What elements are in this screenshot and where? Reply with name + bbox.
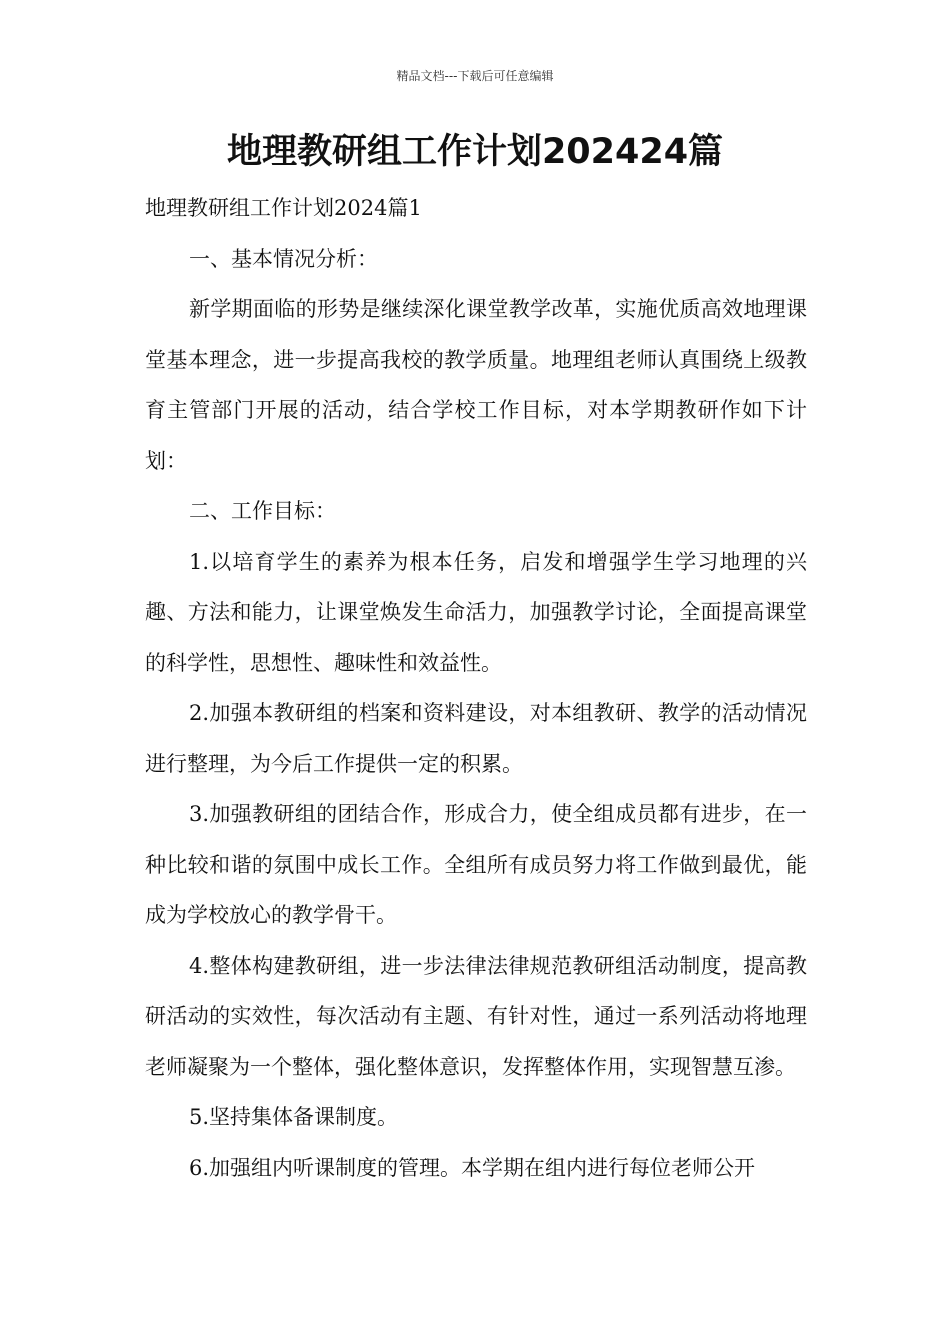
goal-item-6: 6.加强组内听课制度的管理。本学期在组内进行每位老师公开: [189, 1155, 756, 1180]
section-heading-goals: 二、工作目标：: [189, 499, 336, 523]
header-note: 精品文档---下载后可任意编辑: [396, 69, 554, 83]
goal-item-4: 4.整体构建教研组，进一步法律法律规范教研组活动制度，提高教研活动的实效性，每次活动有主题、有针对性，通过一系列活动将地理老师凝聚为一个整体，强化整体意识，发挥整体作用，实现智慧互渗。: [145, 953, 807, 1079]
goal-item-3: 3.加强教研组的团结合作，形成合力，使全组成员都有进步，在一种比较和谐的氛围中成长工作。全组所有成员努力将工作做到最优，能成为学校放心的教学骨干。: [145, 802, 807, 927]
goal-item-1: 1.以培育学生的素养为根本任务，启发和增强学生学习地理的兴趣、方法和能力，让课堂焕发生命活力，加强教学讨论，全面提高课堂的科学性，思想性、趣味性和效益性。: [145, 549, 807, 675]
document-body: [145, 183, 807, 1193]
goal-item-2: 2.加强本教研组的档案和资料建设，对本组教研、教学的活动情况进行整理，为今后工作提供一定的积累。: [145, 701, 807, 776]
section-heading-analysis: 一、基本情况分析：: [189, 246, 378, 271]
document-subtitle: 地理教研组工作计划2024篇1: [145, 196, 422, 220]
goal-item-5: 5.坚持集体备课制度。: [189, 1105, 399, 1129]
paragraph-analysis: 新学期面临的形势是继续深化课堂教学改革，实施优质高效地理课堂基本理念，进一步提高我校的教学质量。地理组老师认真围绕上级教育主管部门开展的活动，结合学校工作目标，对本学期教研作如下计划：: [145, 297, 807, 473]
document-title: 地理教研组工作计划202424篇: [226, 132, 724, 172]
